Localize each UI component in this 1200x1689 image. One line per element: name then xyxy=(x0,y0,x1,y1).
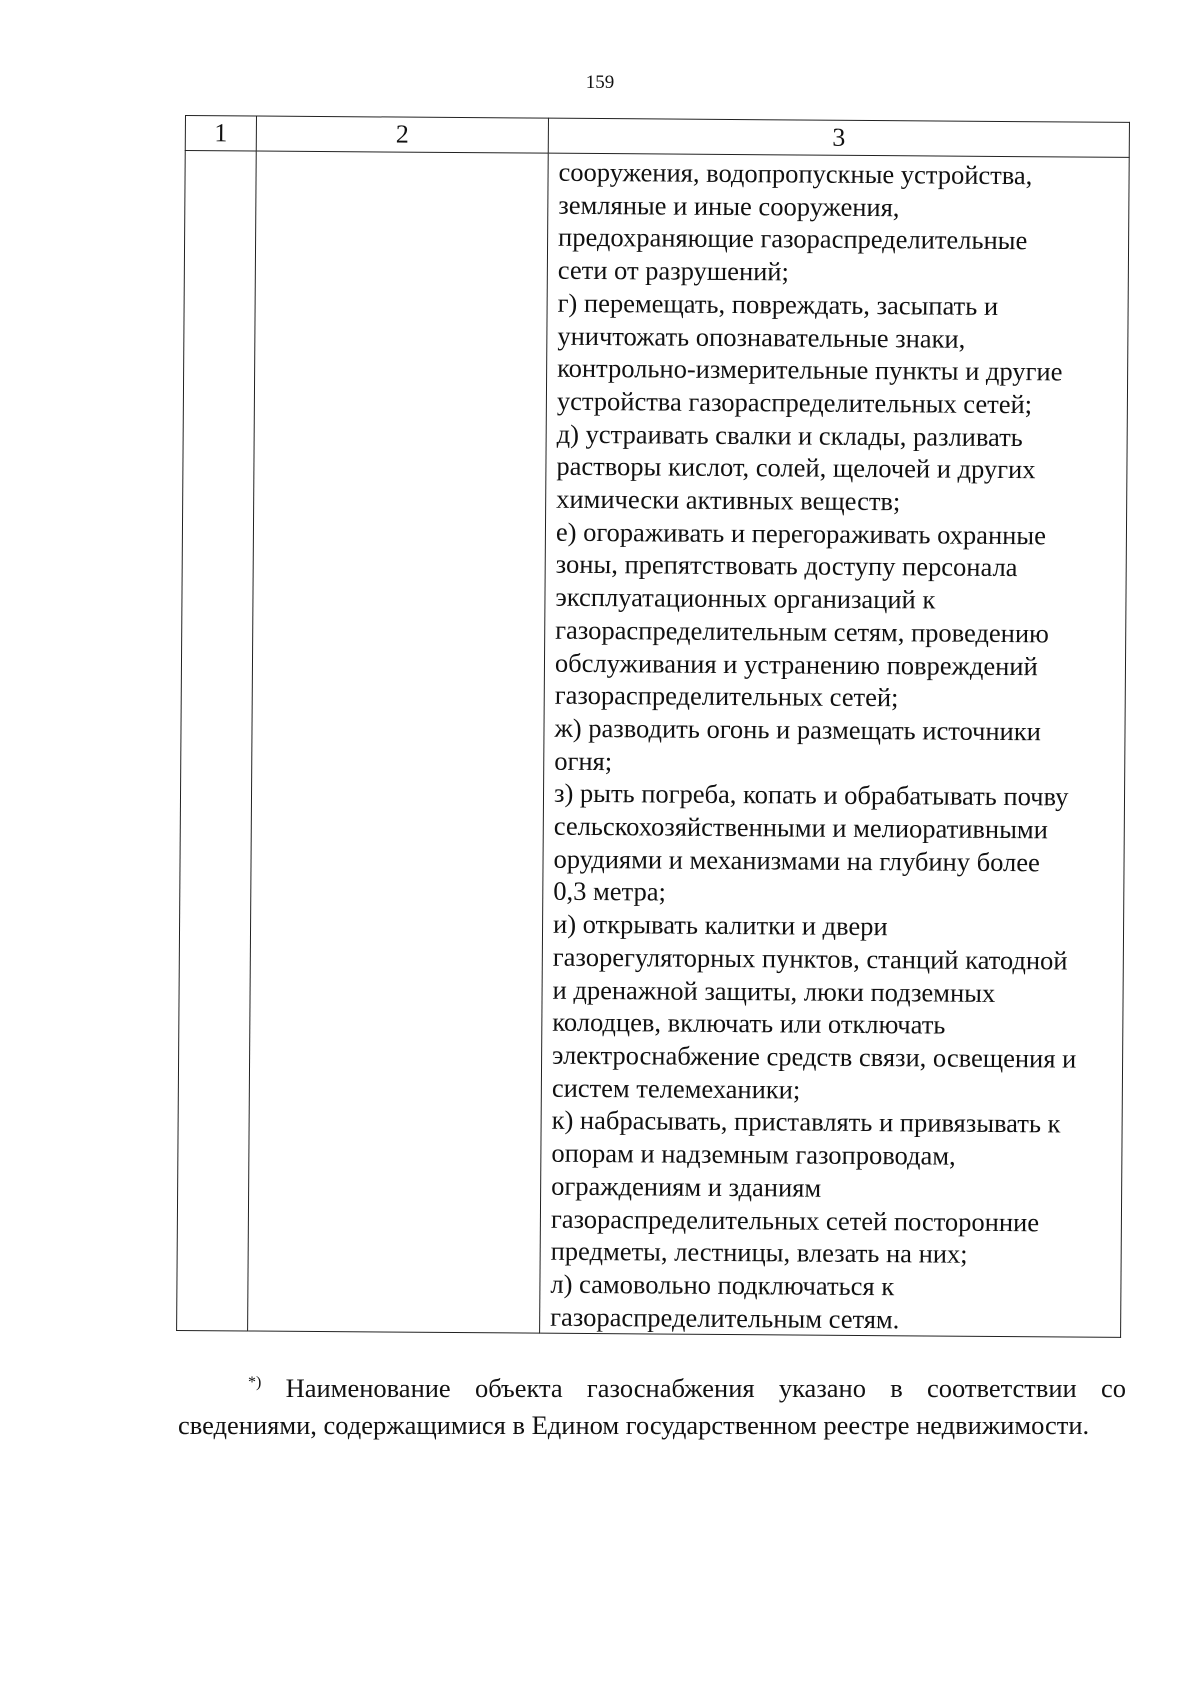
footnote-text: Наименование объекта газоснабжения указано в соответствии со сведениями, содержащимися в Едином государственном реестре недвижимости. xyxy=(178,1373,1127,1440)
content-line: растворы кислот, солей, щелочей и других xyxy=(556,451,1036,485)
content-line: обслуживания и устранению повреждений xyxy=(554,647,1038,681)
content-line: газораспределительных сетей посторонние xyxy=(550,1203,1040,1237)
content-line: ограждениям и зданиям xyxy=(551,1170,822,1203)
content-line: к) набрасывать, приставлять и привязывать к xyxy=(551,1105,1061,1139)
content-line: л) самовольно подключаться к xyxy=(550,1268,895,1302)
content-line: огня; xyxy=(554,745,613,776)
content-line: газораспределительных сетей; xyxy=(554,679,899,713)
content-line: е) огораживать и перегораживать охранные xyxy=(555,516,1047,551)
cell-col3 xyxy=(540,153,1130,1338)
content-line: и) открывать калитки и двери xyxy=(552,908,888,942)
content-line: и дренажной защиты, люки подземных xyxy=(552,974,996,1008)
content-line: газораспределительным сетям. xyxy=(550,1301,900,1334)
content-line: устройства газораспределительных сетей; xyxy=(556,385,1033,420)
header-cell-2: 2 xyxy=(256,116,548,153)
content-line: электроснабжение средств связи, освещения и xyxy=(552,1039,1077,1074)
content-line: газорегуляторных пунктов, станций катодной xyxy=(552,941,1068,976)
table-container xyxy=(176,115,1130,1334)
content-line: сельскохозяйственными и мелиоративными xyxy=(553,810,1049,845)
content-line: орудиями и механизмами на глубину более xyxy=(553,843,1040,878)
content-line: опорам и надземным газопроводам, xyxy=(551,1137,956,1171)
content-line: зоны, препятствовать доступу персонала xyxy=(555,549,1018,583)
content-line: уничтожать опознавательные знаки, xyxy=(557,320,966,354)
content-line: систем телемеханики; xyxy=(551,1072,801,1105)
cell-col3-text xyxy=(540,154,1129,1338)
content-line: сети от разрушений; xyxy=(557,254,790,287)
content-line: земляные и иные сооружения, xyxy=(558,189,900,222)
footnote-marker: *) xyxy=(248,1374,262,1391)
content-line: 0,3 метра; xyxy=(553,876,666,908)
content-line: предметы, лестницы, влезать на них; xyxy=(550,1235,968,1269)
page-number: 159 xyxy=(585,72,615,93)
footnote xyxy=(178,1370,1126,1444)
content-line: сооружения, водопропускные устройства, xyxy=(558,156,1033,191)
content-line: г) перемещать, повреждать, засыпать и xyxy=(557,287,999,321)
cell-col2 xyxy=(248,151,549,1333)
content-line: предохраняющие газораспределительные xyxy=(558,222,1028,256)
content-line: з) рыть погреба, копать и обрабатывать почву xyxy=(553,778,1069,812)
content-line: газораспределительным сетям, проведению xyxy=(555,614,1049,649)
content-line: эксплуатационных организаций к xyxy=(555,581,936,615)
header-cell-3: 3 xyxy=(548,118,1129,157)
content-line: ж) разводить огонь и размещать источники xyxy=(554,712,1041,747)
content-line: контрольно-измерительные пункты и другие xyxy=(557,352,1063,387)
table-row xyxy=(177,151,1130,1338)
cell-col1 xyxy=(177,151,257,1332)
content-line: д) устраивать свалки и склады, разливать xyxy=(556,418,1023,452)
header-cell-1: 1 xyxy=(185,116,256,152)
content-line: колодцев, включать или отключать xyxy=(552,1006,946,1040)
content-line: химически активных веществ; xyxy=(556,483,901,517)
data-table xyxy=(176,115,1130,1338)
